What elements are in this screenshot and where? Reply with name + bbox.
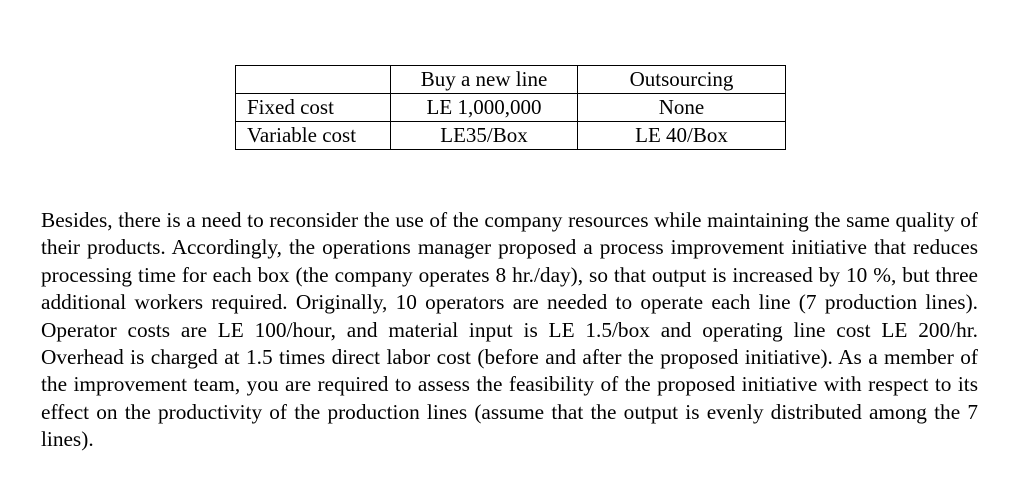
row-label-variable-cost: Variable cost (236, 122, 391, 150)
table-header-outsourcing: Outsourcing (578, 66, 786, 94)
table-header-row (236, 66, 786, 94)
cell-variable-cost-buy: LE35/Box (391, 122, 578, 150)
cell-fixed-cost-outsource: None (578, 94, 786, 122)
problem-description-paragraph: Besides, there is a need to reconsider the use of the company resources while maintaining the same quality of their products. Accordingly, the operations manager proposed a process improvement initiative that reduces processing time for each box (the company operates 8 hr./day), so that output is increased by 10 %, but three additional workers required. Originally, 10 operators are needed to operate each line (7 production lines). Operator costs are LE 100/hour, and material input is LE 1.5/box and operating line cost LE 200/hr. Overhead is charged at 1.5 times direct labor cost (before and after the proposed initiative). As a member of the improvement team, you are required to assess the feasibility of the proposed initiative with respect to its effect on the productivity of the production lines (assume that the output is evenly distributed among the 7 lines). (41, 208, 978, 452)
cost-comparison-table (235, 65, 786, 150)
table-header-buy-new-line: Buy a new line (391, 66, 578, 94)
cell-variable-cost-outsource: LE 40/Box (578, 122, 786, 150)
cell-fixed-cost-buy: LE 1,000,000 (391, 94, 578, 122)
table-row-fixed-cost (236, 94, 786, 122)
row-label-fixed-cost: Fixed cost (236, 94, 391, 122)
table-row-variable-cost (236, 122, 786, 150)
table-header-blank-cell (236, 66, 391, 94)
